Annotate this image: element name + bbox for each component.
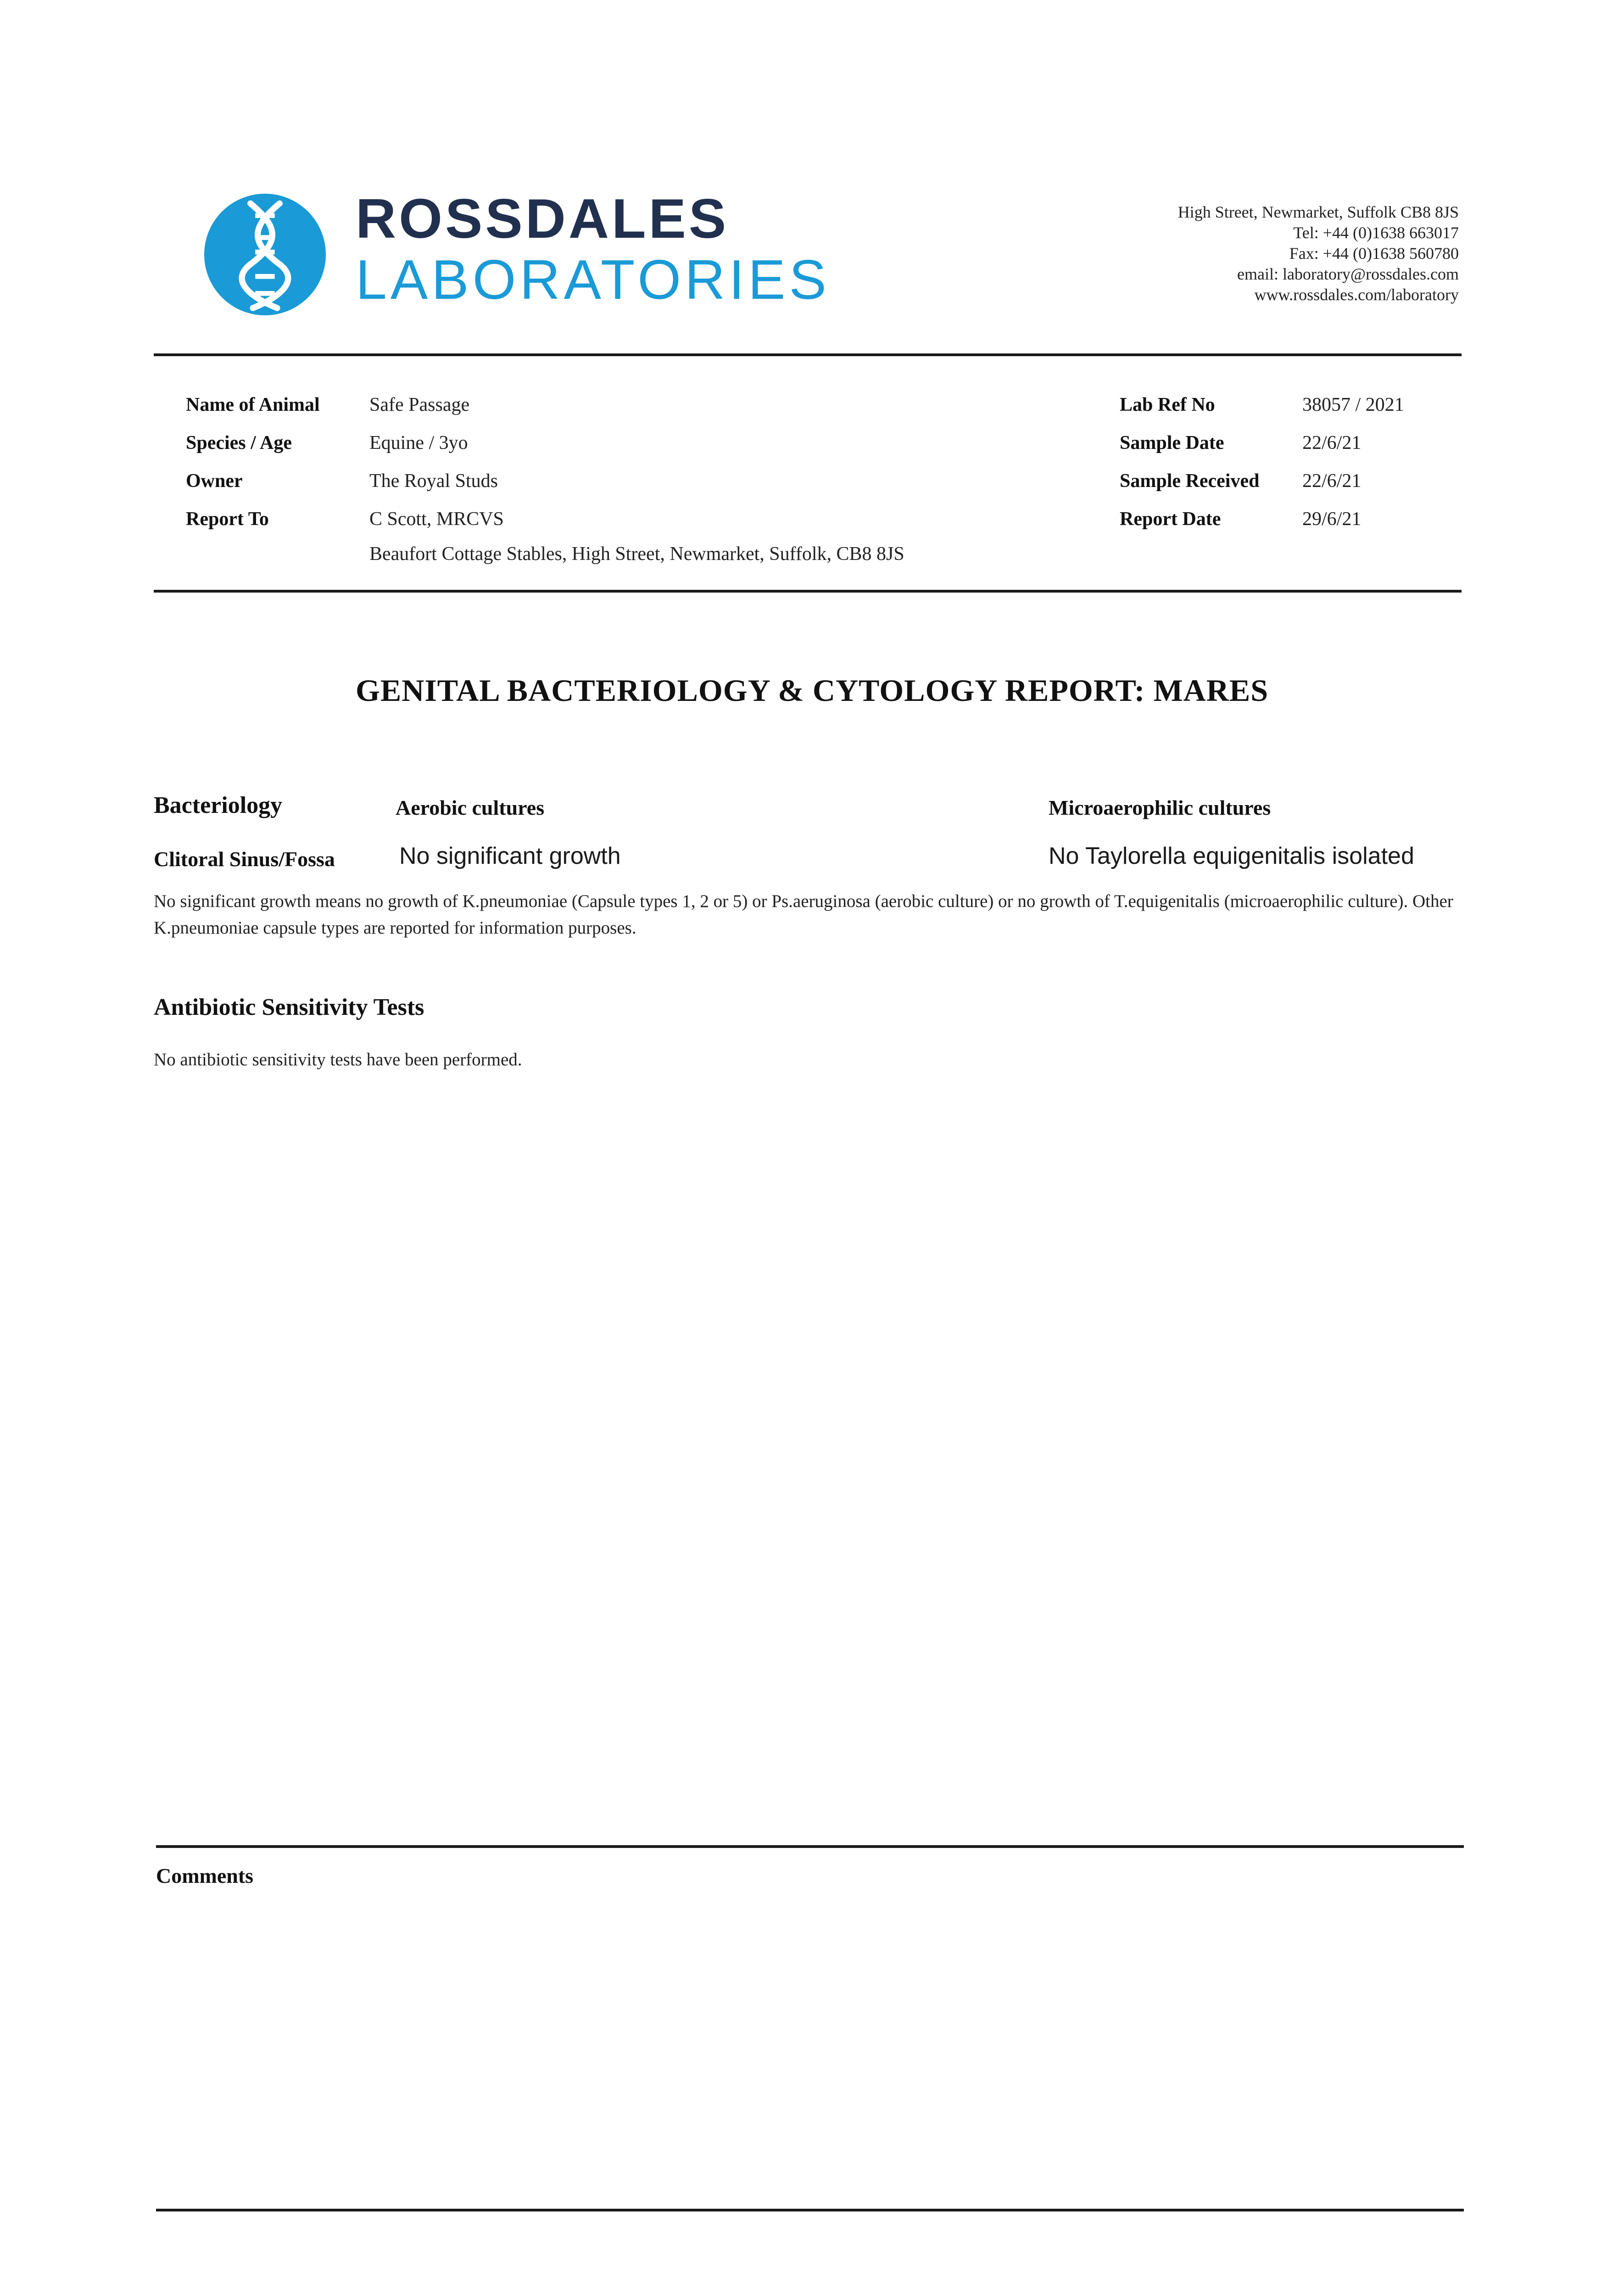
aerobic-cultures-heading: Aerobic cultures bbox=[396, 796, 545, 819]
address-web: www.rossdales.com/laboratory bbox=[1254, 285, 1459, 304]
label-name-of-animal: Name of Animal bbox=[186, 394, 320, 415]
microaerophilic-result: No Taylorella equigenitalis isolated bbox=[1049, 843, 1414, 869]
label-report-to: Report To bbox=[186, 509, 269, 530]
value-species-age: Equine / 3yo bbox=[369, 432, 468, 453]
bacteriology-note: No significant growth means no growth of K.pneumoniae (Capsule types 1, 2 or 5) or Ps.aeruginosa (aerobic culture) or no growth of T.equigenitalis (microaerophilic culture). Other K.pneumoniae capsule types are reported for information purposes. bbox=[154, 891, 1453, 938]
site-clitoral-sinus-fossa: Clitoral Sinus/Fossa bbox=[154, 847, 335, 871]
lab-address-block bbox=[1178, 202, 1459, 305]
report-title: GENITAL BACTERIOLOGY & CYTOLOGY REPORT: MARES bbox=[355, 673, 1269, 708]
aerobic-result: No significant growth bbox=[399, 843, 621, 869]
value-sample-date: 22/6/21 bbox=[1302, 432, 1362, 453]
value-report-date: 29/6/21 bbox=[1302, 509, 1362, 530]
info-divider bbox=[154, 590, 1462, 593]
address-street: High Street, Newmarket, Suffolk CB8 8JS bbox=[1178, 203, 1459, 221]
header-divider bbox=[154, 353, 1462, 356]
address-tel: Tel: +44 (0)1638 663017 bbox=[1293, 224, 1459, 242]
bacteriology-heading: Bacteriology bbox=[154, 792, 283, 818]
brand-line-2: LABORATORIES bbox=[356, 248, 830, 311]
value-name-of-animal: Safe Passage bbox=[369, 394, 470, 415]
antibiotic-text: No antibiotic sensitivity tests have been performed. bbox=[154, 1050, 522, 1069]
microaerophilic-cultures-heading: Microaerophilic cultures bbox=[1049, 796, 1271, 819]
value-sample-received: 22/6/21 bbox=[1302, 470, 1362, 492]
value-lab-ref-no: 38057 / 2021 bbox=[1302, 394, 1404, 415]
label-report-date: Report Date bbox=[1120, 509, 1221, 530]
brand-line-1: ROSSDALES bbox=[356, 187, 729, 250]
address-fax: Fax: +44 (0)1638 560780 bbox=[1289, 244, 1459, 263]
rossdales-dna-logo-icon bbox=[204, 194, 326, 315]
label-sample-received: Sample Received bbox=[1120, 470, 1260, 492]
comments-bottom-divider bbox=[156, 2209, 1464, 2211]
comments-heading: Comments bbox=[156, 1864, 254, 1887]
comments-top-divider bbox=[156, 1845, 1464, 1848]
label-species-age: Species / Age bbox=[186, 432, 292, 453]
value-report-to-address: Beaufort Cottage Stables, High Street, Newmarket, Suffolk, CB8 8JS bbox=[369, 543, 904, 565]
label-owner: Owner bbox=[186, 470, 243, 492]
address-email: email: laboratory@rossdales.com bbox=[1237, 265, 1459, 283]
antibiotic-heading: Antibiotic Sensitivity Tests bbox=[154, 994, 424, 1020]
value-owner: The Royal Studs bbox=[369, 470, 498, 492]
label-lab-ref-no: Lab Ref No bbox=[1120, 394, 1215, 415]
value-report-to: C Scott, MRCVS bbox=[369, 509, 504, 530]
label-sample-date: Sample Date bbox=[1120, 432, 1224, 453]
